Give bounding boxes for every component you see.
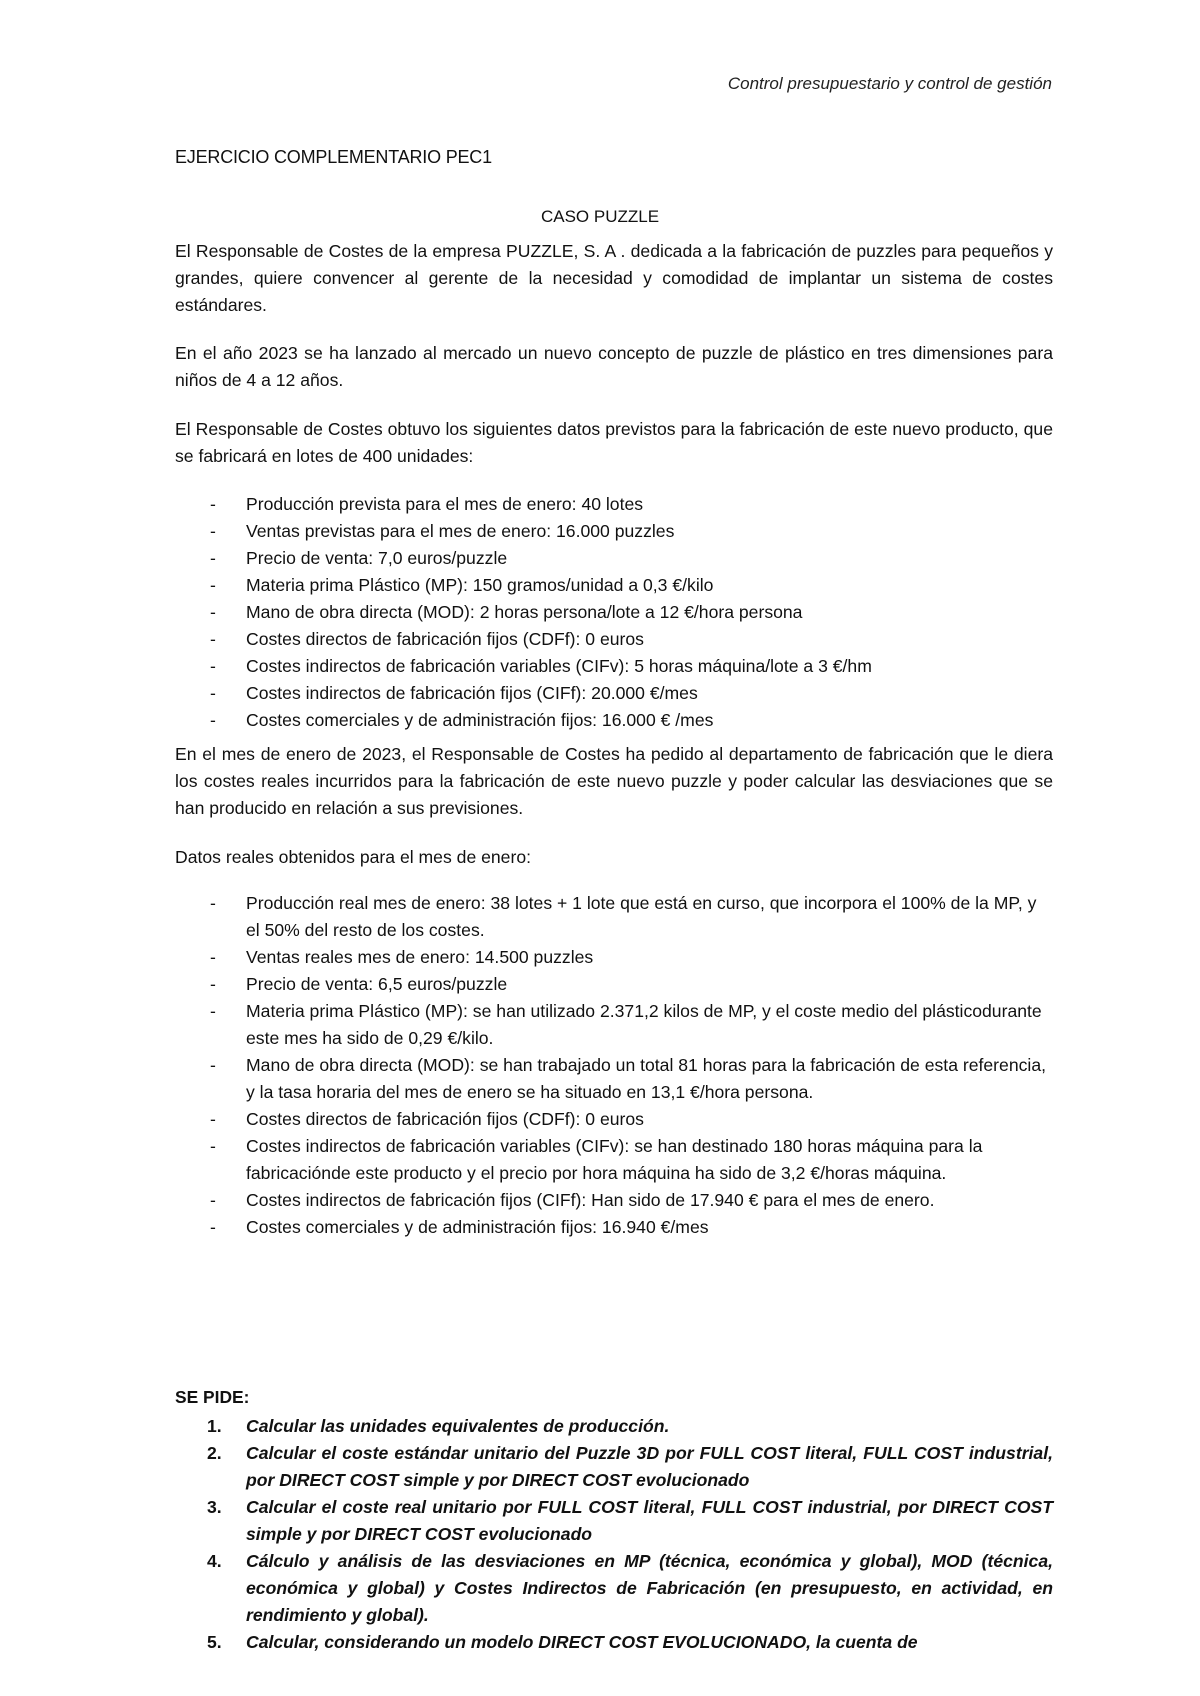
- bullet-dash: -: [210, 1001, 216, 1021]
- bullet-dash: -: [210, 602, 216, 622]
- task-item: 3. Calcular el coste real unitario por FULL COST literal, FULL COST industrial, por DIRECT COST simple y por DIRECT COST evolucionado: [175, 1494, 1053, 1548]
- actual-data-list: [175, 890, 1053, 1241]
- bullet-dash: -: [210, 629, 216, 649]
- task-number: 3.: [207, 1497, 222, 1517]
- bullet-dash: -: [210, 575, 216, 595]
- bullet-dash: -: [210, 1109, 216, 1129]
- bullet-dash: -: [210, 1055, 216, 1075]
- list-item: - Ventas reales mes de enero: 14.500 puzzles: [175, 944, 1053, 971]
- forecast-list: [175, 491, 1053, 734]
- bullet-dash: -: [210, 974, 216, 994]
- list-item: - Producción prevista para el mes de enero: 40 lotes: [175, 491, 1053, 518]
- list-item: - Costes directos de fabricación fijos (CDFf): 0 euros: [175, 626, 1053, 653]
- bullet-dash: -: [210, 1217, 216, 1237]
- bullet-dash: -: [210, 494, 216, 514]
- list-item: - Materia prima Plástico (MP): 150 gramos/unidad a 0,3 €/kilo: [175, 572, 1053, 599]
- task-item: 4. Cálculo y análisis de las desviaciones en MP (técnica, económica y global), MOD (técnica, económica y global) y Costes Indirectos de Fabricación (en presupuesto, en actividad, en rendimiento y global).: [175, 1548, 1053, 1629]
- intro-paragraph-5: Datos reales obtenidos para el mes de enero:: [175, 847, 531, 867]
- task-item: 2. Calcular el coste estándar unitario del Puzzle 3D por FULL COST literal, FULL COST industrial, por DIRECT COST simple y por DIRECT COST evolucionado: [175, 1440, 1053, 1494]
- bullet-dash: -: [210, 710, 216, 730]
- list-item: - Costes indirectos de fabricación variables (CIFv): se han destinado 180 horas máquina para la fabricaciónde este producto y el precio por hora máquina ha sido de 3,2 €/horas máquina.: [175, 1133, 1053, 1187]
- list-item: - Precio de venta: 7,0 euros/puzzle: [175, 545, 1053, 572]
- bullet-dash: -: [210, 893, 216, 913]
- list-item: - Producción real mes de enero: 38 lotes + 1 lote que está en curso, que incorpora el 100% de la MP, y el 50% del resto de los costes.: [175, 890, 1053, 944]
- task-item: 1. Calcular las unidades equivalentes de producción.: [175, 1413, 1053, 1440]
- bullet-dash: -: [210, 548, 216, 568]
- intro-paragraph-3: El Responsable de Costes obtuvo los siguientes datos previstos para la fabricación de este nuevo producto, que se fabricará en lotes de 400 unidades:: [175, 419, 1053, 466]
- bullet-dash: -: [210, 683, 216, 703]
- bullet-dash: -: [210, 947, 216, 967]
- bullet-dash: -: [210, 656, 216, 676]
- task-number: 2.: [207, 1443, 222, 1463]
- list-item: - Materia prima Plástico (MP): se han utilizado 2.371,2 kilos de MP, y el coste medio del plásticodurante este mes ha sido de 0,29 €/kilo.: [175, 998, 1053, 1052]
- intro-paragraph-1: El Responsable de Costes de la empresa PUZZLE, S. A . dedicada a la fabricación de puzzles para pequeños y grandes, quiere convencer al gerente de la necesidad y comodidad de implantar un sistema de costes estándares.: [175, 241, 1053, 315]
- list-item: - Mano de obra directa (MOD): se han trabajado un total 81 horas para la fabricación de esta referencia, y la tasa horaria del mes de enero se ha situado en 13,1 €/hora persona.: [175, 1052, 1053, 1106]
- case-title: CASO PUZZLE: [540, 207, 660, 226]
- list-item: - Costes indirectos de fabricación variables (CIFv): 5 horas máquina/lote a 3 €/hm: [175, 653, 1053, 680]
- document-title: EJERCICIO COMPLEMENTARIO PEC1: [175, 147, 492, 167]
- list-item: - Costes indirectos de fabricación fijos (CIFf): 20.000 €/mes: [175, 680, 1053, 707]
- list-item: - Costes comerciales y de administración fijos: 16.940 €/mes: [175, 1214, 1053, 1241]
- intro-paragraph-2: En el año 2023 se ha lanzado al mercado un nuevo concepto de puzzle de plástico en tres dimensiones para niños de 4 a 12 años.: [175, 343, 1053, 390]
- bullet-dash: -: [210, 1190, 216, 1210]
- task-item: 5. Calcular, considerando un modelo DIRECT COST EVOLUCIONADO, la cuenta de: [175, 1629, 1053, 1656]
- tasks-heading: SE PIDE:: [175, 1387, 250, 1407]
- list-item: - Mano de obra directa (MOD): 2 horas persona/lote a 12 €/hora persona: [175, 599, 1053, 626]
- list-item: - Precio de venta: 6,5 euros/puzzle: [175, 971, 1053, 998]
- bullet-dash: -: [210, 521, 216, 541]
- page-header: Control presupuestario y control de gestión: [727, 74, 1052, 93]
- task-number: 5.: [207, 1632, 222, 1652]
- bullet-dash: -: [210, 1136, 216, 1156]
- tasks-list: [175, 1413, 1053, 1656]
- intro-paragraph-4: En el mes de enero de 2023, el Responsable de Costes ha pedido al departamento de fabricación que le diera los costes reales incurridos para la fabricación de este nuevo puzzle y poder calcular las desviaciones que se han producido en relación a sus previsiones.: [175, 744, 1053, 818]
- task-number: 4.: [207, 1551, 222, 1571]
- task-number: 1.: [207, 1416, 222, 1436]
- list-item: - Costes directos de fabricación fijos (CDFf): 0 euros: [175, 1106, 1053, 1133]
- list-item: - Costes indirectos de fabricación fijos (CIFf): Han sido de 17.940 € para el mes de enero.: [175, 1187, 1053, 1214]
- list-item: - Costes comerciales y de administración fijos: 16.000 € /mes: [175, 707, 1053, 734]
- list-item: - Ventas previstas para el mes de enero: 16.000 puzzles: [175, 518, 1053, 545]
